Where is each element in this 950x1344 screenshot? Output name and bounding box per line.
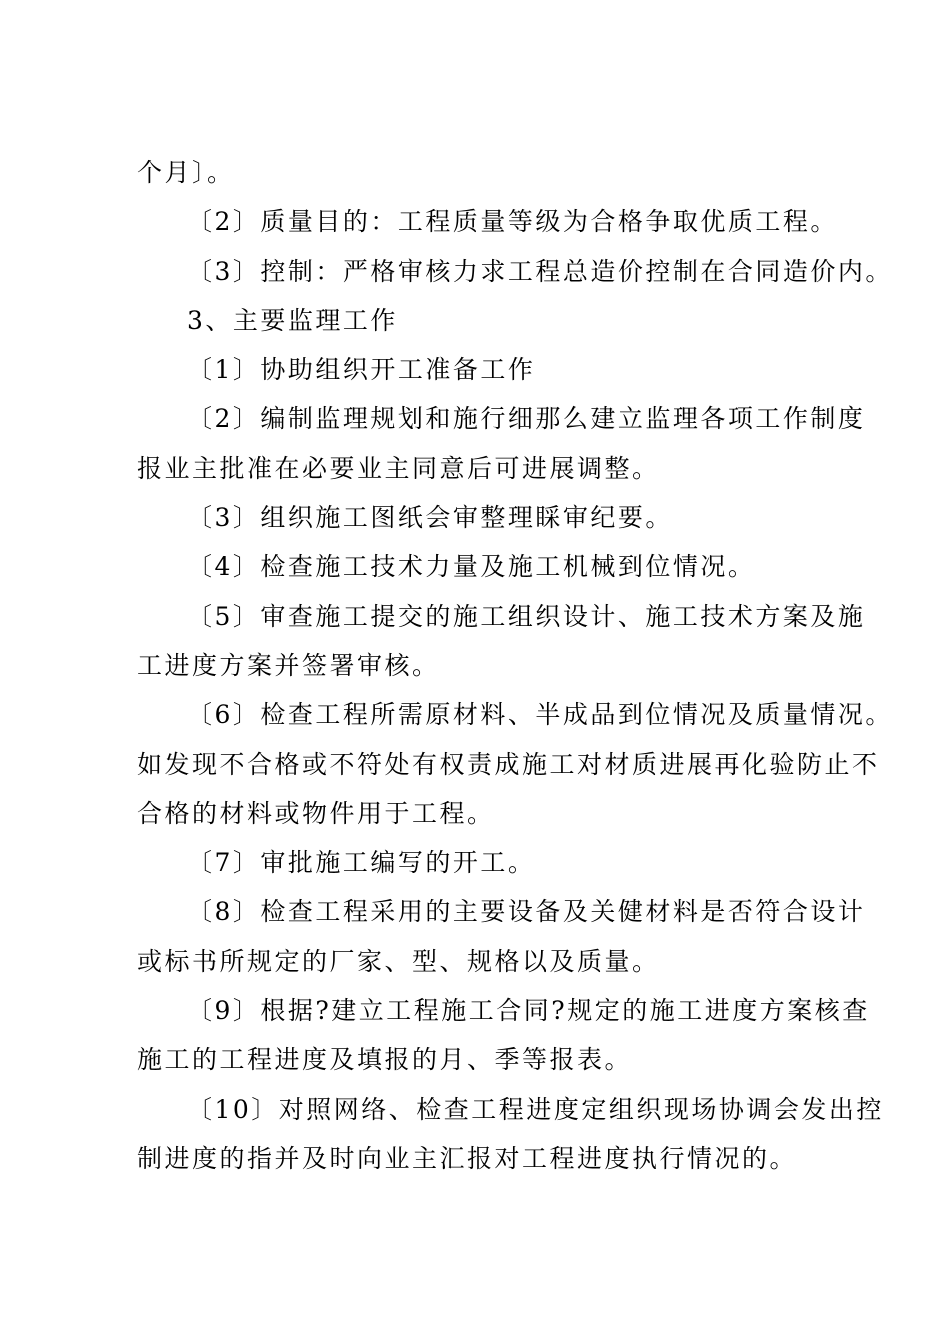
text-line: 〔3〕组织施工图纸会审整理睬审纪要。 xyxy=(187,503,673,533)
text-line: 〔9〕根据?建立工程施工合同?规定的施工进度方案核查 xyxy=(187,996,870,1026)
text-line: 或标书所规定的厂家、型、规格以及质量。 xyxy=(137,946,660,976)
text-line: 施工的工程进度及填报的月、季等报表。 xyxy=(137,1045,633,1075)
text-line: 合格的材料或物件用于工程。 xyxy=(137,798,495,828)
text-line: 〔3〕控制：严格审核力求工程总造价控制在合同造价内。 xyxy=(187,256,893,286)
text-line: 报业主批准在必要业主同意后可进展调整。 xyxy=(137,453,660,483)
text-line: 〔10〕对照网络、检查工程进度定组织现场协调会发出控 xyxy=(187,1094,884,1124)
text-line: 〔6〕检查工程所需原材料、半成品到位情况及质量情况。 xyxy=(187,700,893,730)
text-line: 〔8〕检查工程采用的主要设备及关健材料是否符合设计 xyxy=(187,897,866,927)
text-line: 工进度方案并签署审核。 xyxy=(137,650,440,680)
text-line: 个月〕。 xyxy=(137,158,235,187)
text-line: 〔2〕编制监理规划和施行细那么建立监理各项工作制度 xyxy=(187,404,866,434)
text-line: 〔7〕审批施工编写的开工。 xyxy=(187,848,536,878)
document-body xyxy=(137,148,893,1183)
section-heading: 3、主要监理工作 xyxy=(187,305,398,335)
text-line: 〔5〕审查施工提交的施工组织设计、施工技术方案及施 xyxy=(187,601,866,631)
text-line: 〔1〕协助组织开工准备工作 xyxy=(187,355,536,385)
text-line: 如发现不合格或不符处有权责成施工对材质进展再化验防止不 xyxy=(137,749,880,779)
text-line: 〔2〕质量目的：工程质量等级为合格争取优质工程。 xyxy=(187,207,838,237)
text-line: 制进度的指并及时向业主汇报对工程进度执行情况的。 xyxy=(137,1143,798,1173)
text-line: 〔4〕检查施工技术力量及施工机械到位情况。 xyxy=(187,552,756,582)
